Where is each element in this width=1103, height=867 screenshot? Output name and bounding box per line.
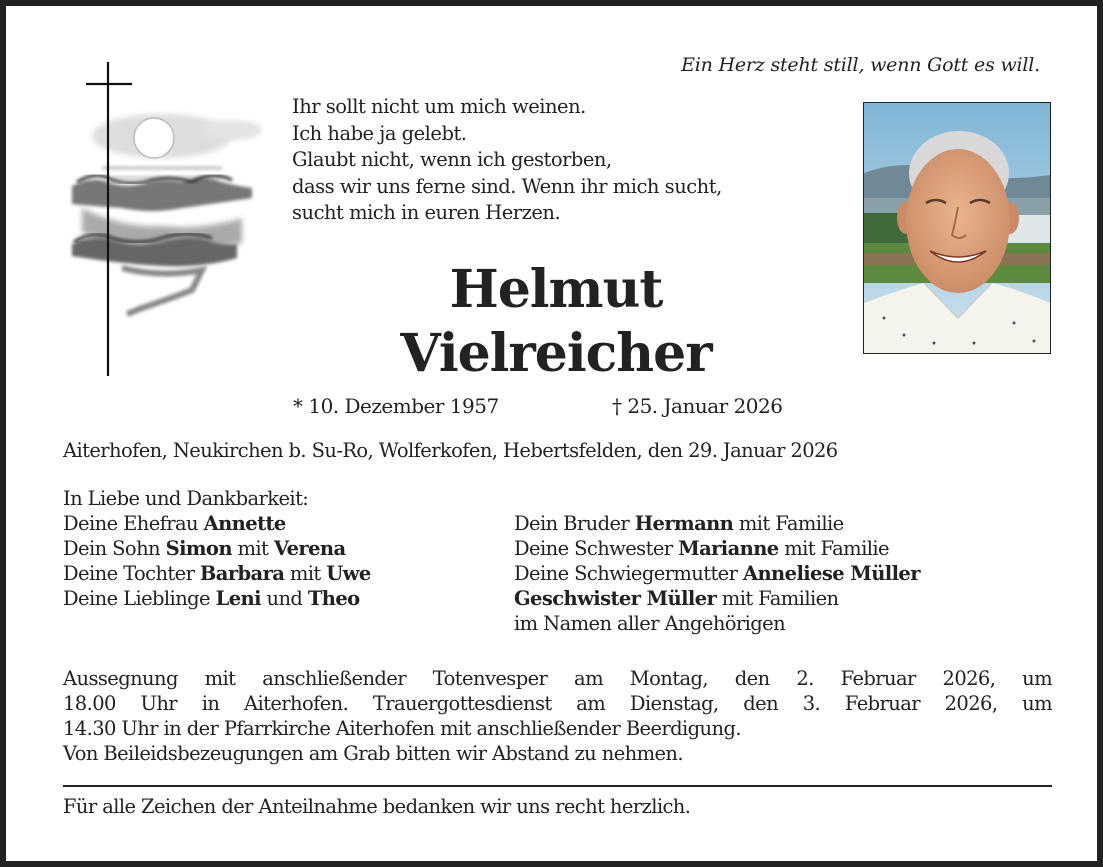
poem-line: Ich habe ja gelebt.: [292, 121, 467, 145]
connector-text: mit: [231, 537, 274, 560]
service-line: 14.30 Uhr in der Pfarrkirche Aiterhofen mit anschließender Beerdigung.: [63, 717, 741, 740]
portrait-photo: [863, 102, 1051, 354]
service-line: Aussegnung mit anschließender Totenvesper am Montag, den 2. Februar 2026, um: [63, 667, 1052, 690]
relation-text: Deine Schwiegermutter: [514, 562, 743, 585]
mourner-line: [514, 561, 1074, 586]
relation-text: Dein Sohn: [63, 537, 166, 560]
relation-text: Dein Bruder: [514, 512, 635, 535]
deceased-last-name: Vielreicher: [400, 323, 712, 384]
place-and-date: Aiterhofen, Neukirchen b. Su-Ro, Wolferkofen, Hebertsfelden, den 29. Januar 2026: [63, 439, 838, 462]
portrait-illustration: [864, 103, 1050, 353]
mourner-name: Anneliese Müller: [742, 562, 920, 585]
mourner-line: [63, 511, 503, 536]
thanks-note: Für alle Zeichen der Anteilnahme bedanken wir uns recht herzlich.: [63, 795, 691, 818]
mourner-name: Annette: [203, 512, 286, 535]
cross-landscape-artwork: [62, 58, 262, 378]
mourner-name: Barbara: [199, 562, 285, 585]
service-line: 18.00 Uhr in Aiterhofen. Trauergottesdienst am Dienstag, den 3. Februar 2026, um: [63, 692, 1052, 715]
poem-line: sucht mich in euren Herzen.: [292, 201, 561, 224]
relation-text: Deine Ehefrau: [63, 512, 204, 535]
mourner-name: Theo: [307, 587, 360, 610]
poem-line: dass wir uns ferne sind. Wenn ihr mich sucht,: [292, 174, 722, 198]
suffix-text: mit Familie: [733, 512, 844, 535]
mourner-line: [63, 586, 503, 611]
suffix-text: mit Familien: [716, 587, 839, 610]
mourner-name: Hermann: [634, 512, 734, 535]
mourner-name: Marianne: [678, 537, 779, 560]
mourner-name: Leni: [215, 587, 261, 610]
poem-line: Glaubt nicht, wenn ich gestorben,: [292, 148, 612, 171]
poem: [292, 94, 852, 227]
mourner-name: Geschwister Müller: [514, 587, 717, 610]
mourner-line: [514, 611, 1074, 636]
service-line: Von Beileidsbezeugungen am Grab bitten wir Abstand zu nehmen.: [63, 742, 683, 765]
poem-line: Ihr sollt nicht um mich weinen.: [292, 95, 586, 118]
relation-text: Deine Tochter: [63, 562, 200, 585]
suffix-text: mit Familie: [778, 537, 889, 560]
relation-text: Deine Lieblinge: [63, 587, 216, 610]
connector-text: und: [260, 587, 308, 610]
relation-text: im Namen aller Angehörigen: [514, 612, 786, 635]
birth-date: * 10. Dezember 1957: [293, 394, 499, 418]
motto: Ein Herz steht still, wenn Gott es will.: [681, 54, 1040, 76]
mourner-line: [63, 561, 503, 586]
deceased-first-name: Helmut: [449, 259, 663, 320]
mourners-intro: In Liebe und Dankbarkeit:: [63, 487, 309, 510]
mourners-left-column: [63, 486, 503, 611]
mourner-name: Simon: [165, 537, 232, 560]
mourner-line: [63, 536, 503, 561]
divider-rule: [63, 785, 1052, 787]
mourner-line: [514, 536, 1074, 561]
mourner-line: [514, 511, 1074, 536]
mourner-line: [514, 586, 1074, 611]
mourner-name: Verena: [273, 537, 346, 560]
relation-text: Deine Schwester: [514, 537, 679, 560]
mourners-right-column: [514, 511, 1074, 636]
connector-text: mit: [284, 562, 327, 585]
service-details: [63, 666, 1052, 766]
mourner-name: Uwe: [326, 562, 371, 585]
death-date: † 25. Januar 2026: [612, 394, 783, 418]
